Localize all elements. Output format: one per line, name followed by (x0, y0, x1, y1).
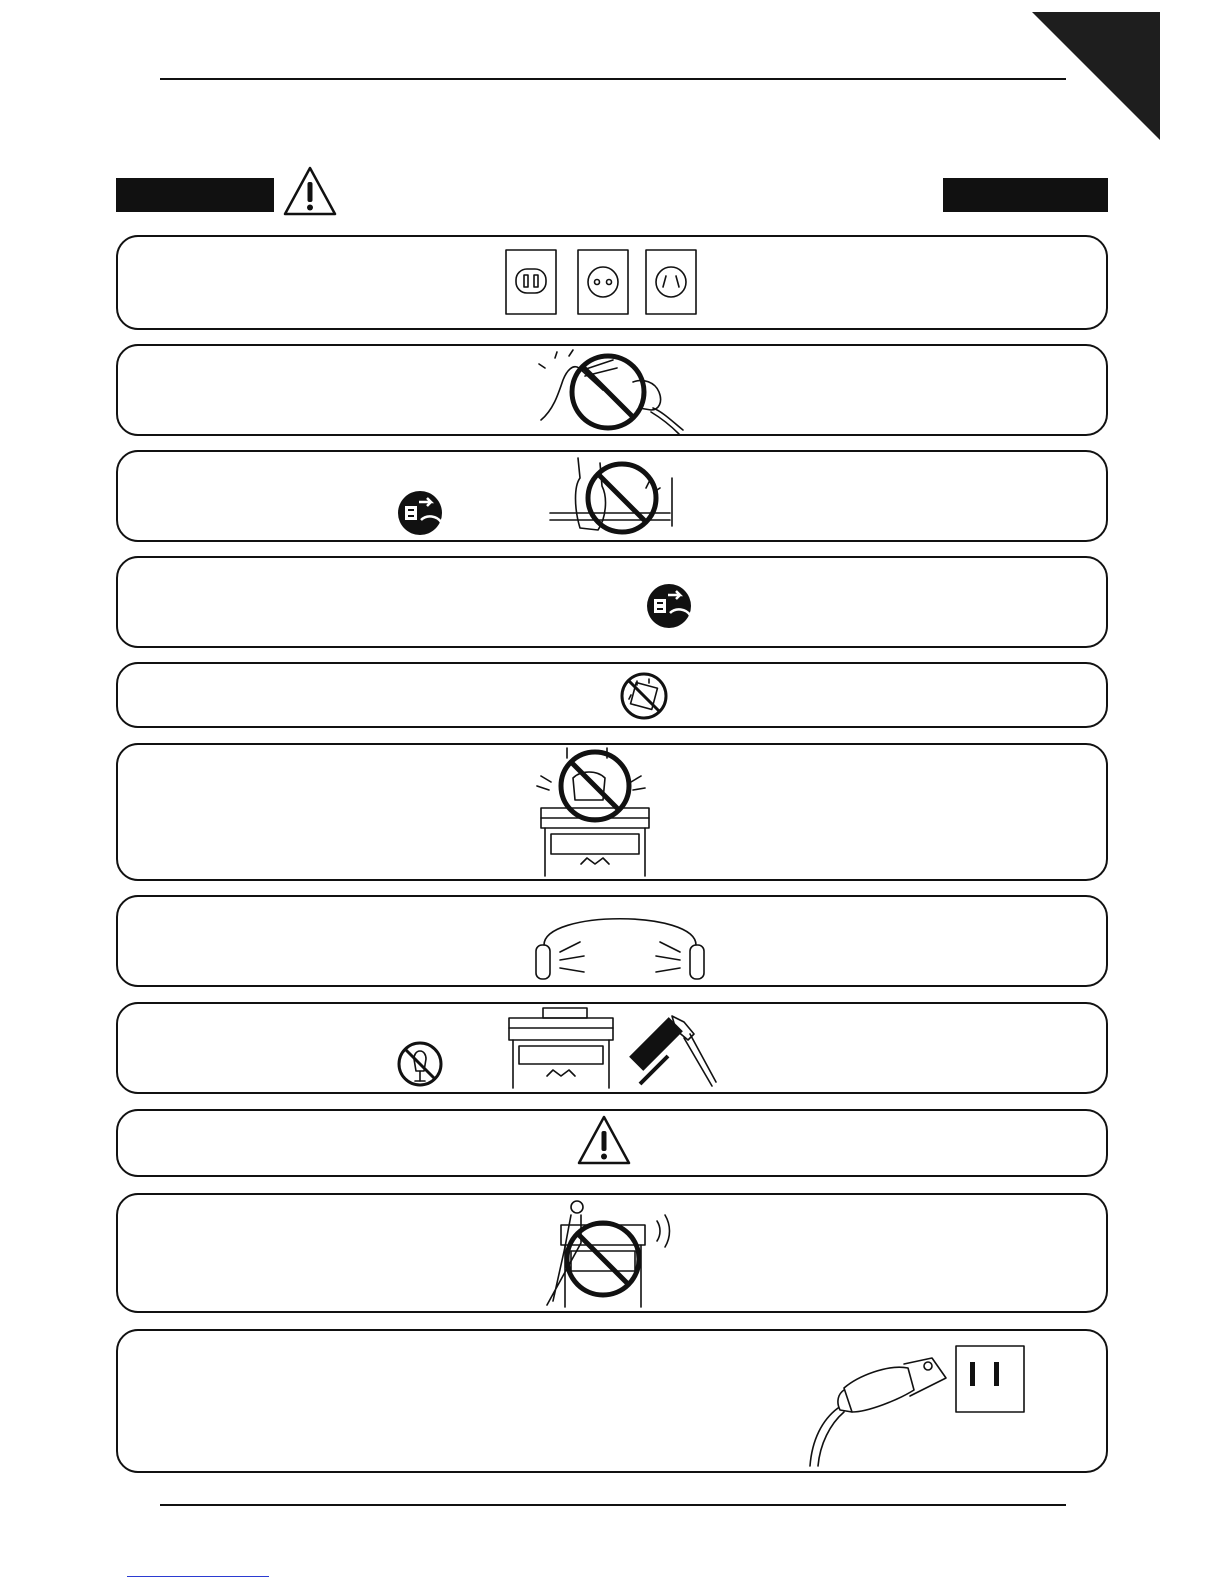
sitting-on-piano-prohibited-icon (537, 1197, 677, 1311)
objects-on-piano-prohibited-icon (537, 748, 657, 880)
corner-tab (1032, 12, 1160, 140)
water-prohibited-icon (619, 671, 669, 721)
caution-box-water (116, 662, 1108, 728)
footer-rule (160, 1504, 1066, 1506)
plug-into-outlet-icon (808, 1340, 1030, 1468)
warning-label-bar-right (943, 178, 1108, 212)
outlet-us-icon (505, 249, 557, 315)
piano-icon (507, 1006, 617, 1092)
warning-triangle-icon (283, 166, 337, 216)
caution-box-unplug (116, 556, 1108, 648)
header-rule (160, 78, 1066, 80)
tools-prohibited-icon (632, 1012, 718, 1092)
outlet-round-icon (577, 249, 629, 315)
wet-hands-plug-prohibited-icon (533, 350, 698, 435)
link-underline[interactable] (127, 1576, 269, 1577)
fingers-in-lid-prohibited-icon (550, 458, 680, 540)
no-disassembly-icon (397, 1041, 443, 1087)
headphones-icon (530, 900, 710, 984)
unplug-icon (646, 583, 692, 629)
warning-label-bar (116, 178, 274, 212)
outlet-angled-icon (645, 249, 697, 315)
unplug-icon (397, 490, 443, 536)
caution-triangle-icon (577, 1115, 631, 1165)
